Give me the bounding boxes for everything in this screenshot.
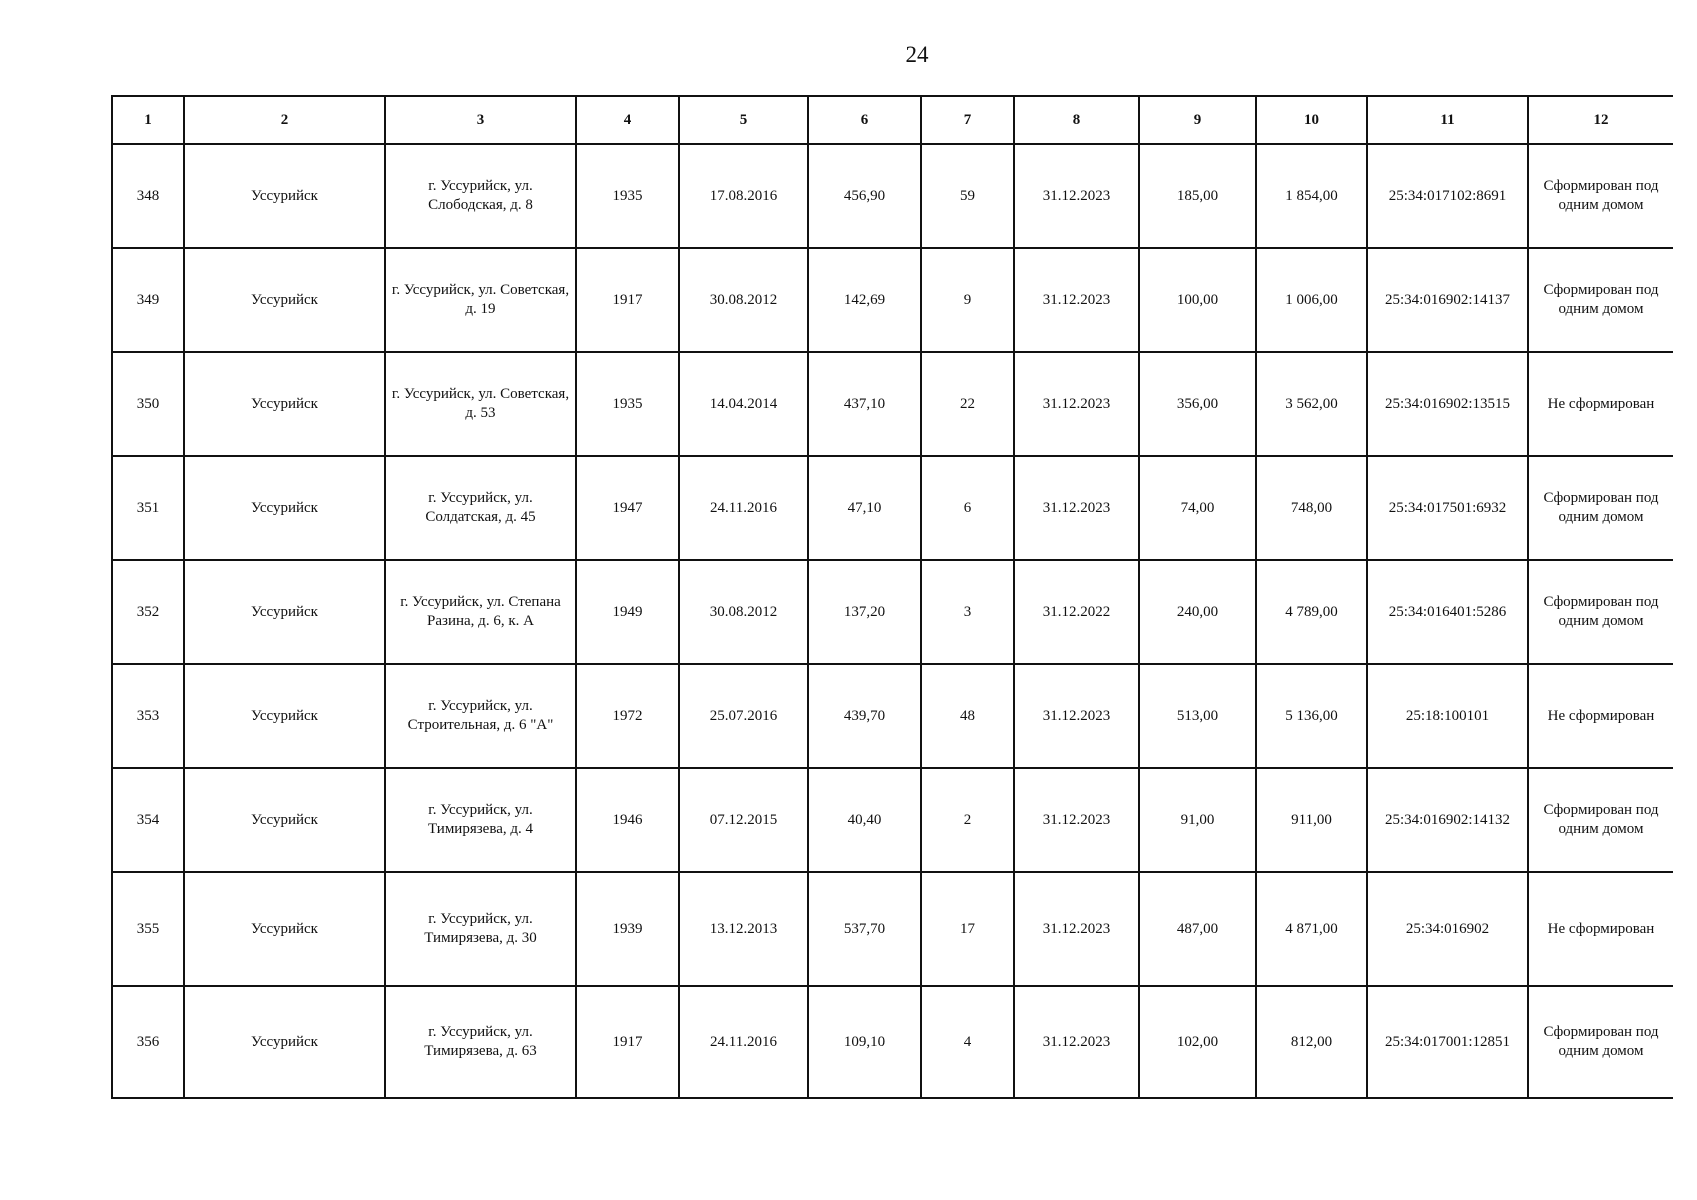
deadline-cell: 31.12.2023 [1014,664,1139,768]
deadline-cell: 31.12.2022 [1014,560,1139,664]
cost-cell: 4 871,00 [1256,872,1367,986]
row-number-cell: 354 [112,768,184,872]
date-cell: 13.12.2013 [679,872,808,986]
table-row [112,560,1673,664]
locality-cell: Уссурийск [184,768,385,872]
table-row [112,248,1673,352]
address-cell: г. Уссурийск, ул. Тимирязева, д. 63 [385,986,576,1098]
year-cell: 1917 [576,986,679,1098]
land-status-cell: Сформирован под одним домом [1528,560,1673,664]
locality-cell: Уссурийск [184,872,385,986]
column-header: 6 [808,96,921,144]
table-row [112,872,1673,986]
land-status-cell: Не сформирован [1528,352,1673,456]
cadastral-number-cell: 25:34:016401:5286 [1367,560,1528,664]
column-header: 3 [385,96,576,144]
column-header: 8 [1014,96,1139,144]
row-number-cell: 349 [112,248,184,352]
date-cell: 24.11.2016 [679,456,808,560]
address-cell: г. Уссурийск, ул. Слободская, д. 8 [385,144,576,248]
residents-cell: 6 [921,456,1014,560]
residents-cell: 4 [921,986,1014,1098]
land-area-cell: 91,00 [1139,768,1256,872]
table-row [112,986,1673,1098]
address-cell: г. Уссурийск, ул. Тимирязева, д. 4 [385,768,576,872]
land-status-cell: Сформирован под одним домом [1528,456,1673,560]
table-row [112,664,1673,768]
table-row [112,768,1673,872]
land-area-cell: 185,00 [1139,144,1256,248]
date-cell: 30.08.2012 [679,560,808,664]
cadastral-number-cell: 25:34:016902 [1367,872,1528,986]
deadline-cell: 31.12.2023 [1014,986,1139,1098]
area-cell: 456,90 [808,144,921,248]
locality-cell: Уссурийск [184,248,385,352]
cost-cell: 3 562,00 [1256,352,1367,456]
row-number-cell: 356 [112,986,184,1098]
deadline-cell: 31.12.2023 [1014,352,1139,456]
locality-cell: Уссурийск [184,144,385,248]
column-header: 9 [1139,96,1256,144]
year-cell: 1917 [576,248,679,352]
address-cell: г. Уссурийск, ул. Степана Разина, д. 6, к. А [385,560,576,664]
land-area-cell: 240,00 [1139,560,1256,664]
cadastral-number-cell: 25:34:017001:12851 [1367,986,1528,1098]
cost-cell: 5 136,00 [1256,664,1367,768]
area-cell: 47,10 [808,456,921,560]
year-cell: 1949 [576,560,679,664]
table-row [112,352,1673,456]
locality-cell: Уссурийск [184,986,385,1098]
cost-cell: 1 006,00 [1256,248,1367,352]
address-cell: г. Уссурийск, ул. Солдатская, д. 45 [385,456,576,560]
row-number-cell: 351 [112,456,184,560]
cost-cell: 1 854,00 [1256,144,1367,248]
residents-cell: 9 [921,248,1014,352]
table-row [112,456,1673,560]
row-number-cell: 355 [112,872,184,986]
date-cell: 30.08.2012 [679,248,808,352]
year-cell: 1972 [576,664,679,768]
deadline-cell: 31.12.2023 [1014,248,1139,352]
cadastral-number-cell: 25:34:016902:13515 [1367,352,1528,456]
header-row [112,96,1673,144]
area-cell: 537,70 [808,872,921,986]
area-cell: 439,70 [808,664,921,768]
table-body [112,144,1673,1098]
cadastral-number-cell: 25:34:016902:14137 [1367,248,1528,352]
deadline-cell: 31.12.2023 [1014,144,1139,248]
date-cell: 07.12.2015 [679,768,808,872]
register-table [111,95,1673,1099]
cost-cell: 911,00 [1256,768,1367,872]
column-header: 7 [921,96,1014,144]
area-cell: 40,40 [808,768,921,872]
land-status-cell: Сформирован под одним домом [1528,768,1673,872]
area-cell: 142,69 [808,248,921,352]
column-header: 1 [112,96,184,144]
year-cell: 1935 [576,144,679,248]
date-cell: 25.07.2016 [679,664,808,768]
land-status-cell: Не сформирован [1528,664,1673,768]
column-header: 12 [1528,96,1673,144]
row-number-cell: 350 [112,352,184,456]
year-cell: 1935 [576,352,679,456]
column-header: 4 [576,96,679,144]
land-area-cell: 74,00 [1139,456,1256,560]
date-cell: 24.11.2016 [679,986,808,1098]
land-area-cell: 513,00 [1139,664,1256,768]
cadastral-number-cell: 25:34:017102:8691 [1367,144,1528,248]
locality-cell: Уссурийск [184,456,385,560]
date-cell: 17.08.2016 [679,144,808,248]
column-header: 5 [679,96,808,144]
year-cell: 1947 [576,456,679,560]
address-cell: г. Уссурийск, ул. Советская, д. 19 [385,248,576,352]
area-cell: 437,10 [808,352,921,456]
year-cell: 1939 [576,872,679,986]
land-area-cell: 100,00 [1139,248,1256,352]
locality-cell: Уссурийск [184,352,385,456]
address-cell: г. Уссурийск, ул. Советская, д. 53 [385,352,576,456]
deadline-cell: 31.12.2023 [1014,768,1139,872]
page-number: 24 [905,42,929,67]
column-header: 11 [1367,96,1528,144]
land-area-cell: 102,00 [1139,986,1256,1098]
address-cell: г. Уссурийск, ул. Тимирязева, д. 30 [385,872,576,986]
deadline-cell: 31.12.2023 [1014,872,1139,986]
cadastral-number-cell: 25:34:017501:6932 [1367,456,1528,560]
land-status-cell: Сформирован под одним домом [1528,986,1673,1098]
row-number-cell: 348 [112,144,184,248]
row-number-cell: 352 [112,560,184,664]
residents-cell: 2 [921,768,1014,872]
cost-cell: 748,00 [1256,456,1367,560]
row-number-cell: 353 [112,664,184,768]
area-cell: 109,10 [808,986,921,1098]
cost-cell: 4 789,00 [1256,560,1367,664]
area-cell: 137,20 [808,560,921,664]
locality-cell: Уссурийск [184,664,385,768]
cost-cell: 812,00 [1256,986,1367,1098]
deadline-cell: 31.12.2023 [1014,456,1139,560]
locality-cell: Уссурийск [184,560,385,664]
land-status-cell: Сформирован под одним домом [1528,248,1673,352]
residents-cell: 59 [921,144,1014,248]
column-header: 10 [1256,96,1367,144]
residents-cell: 3 [921,560,1014,664]
column-header: 2 [184,96,385,144]
cadastral-number-cell: 25:18:100101 [1367,664,1528,768]
year-cell: 1946 [576,768,679,872]
cadastral-number-cell: 25:34:016902:14132 [1367,768,1528,872]
land-area-cell: 356,00 [1139,352,1256,456]
address-cell: г. Уссурийск, ул. Строительная, д. 6 "А" [385,664,576,768]
residents-cell: 48 [921,664,1014,768]
land-status-cell: Не сформирован [1528,872,1673,986]
table-row [112,144,1673,248]
residents-cell: 22 [921,352,1014,456]
land-status-cell: Сформирован под одним домом [1528,144,1673,248]
residents-cell: 17 [921,872,1014,986]
date-cell: 14.04.2014 [679,352,808,456]
land-area-cell: 487,00 [1139,872,1256,986]
